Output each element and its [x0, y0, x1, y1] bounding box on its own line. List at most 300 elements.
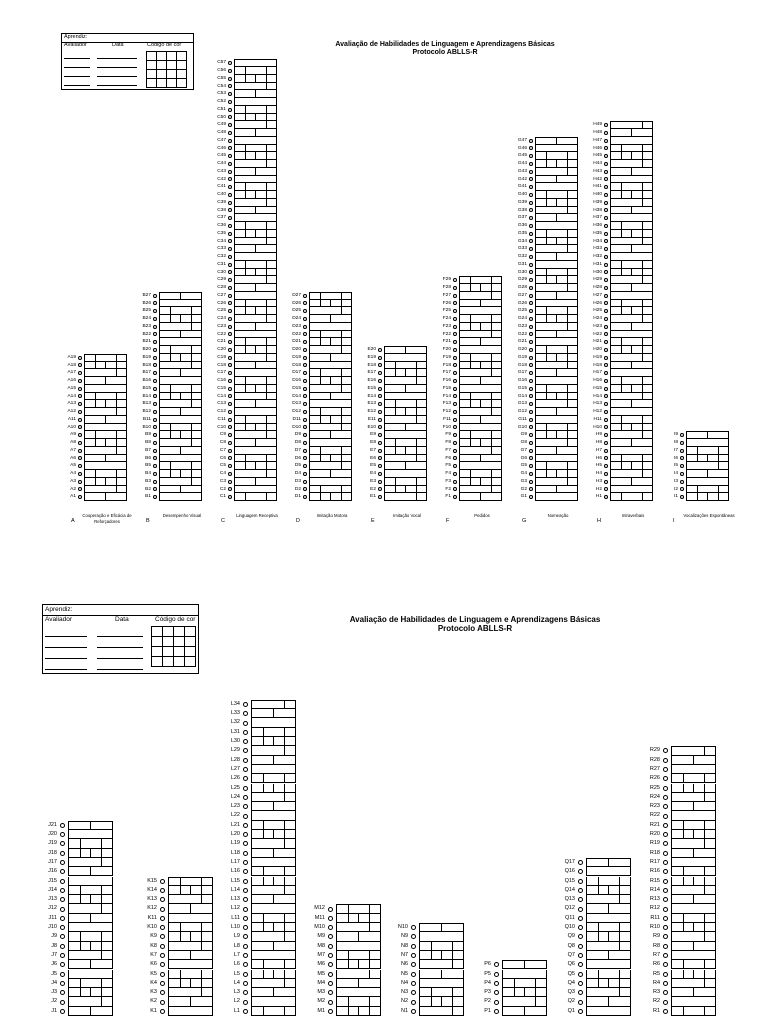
score-cells[interactable]: [68, 849, 113, 858]
score-cells[interactable]: [84, 362, 127, 370]
score-cells[interactable]: [535, 385, 578, 393]
score-circle-icon[interactable]: [529, 449, 533, 453]
score-circle-icon[interactable]: [604, 464, 608, 468]
score-circle-icon[interactable]: [60, 944, 65, 949]
score-cells[interactable]: [84, 470, 127, 478]
score-cells[interactable]: [251, 904, 296, 913]
score-cells[interactable]: [535, 284, 578, 292]
score-circle-icon[interactable]: [243, 888, 248, 893]
score-circle-icon[interactable]: [303, 480, 307, 484]
score-circle-icon[interactable]: [604, 317, 608, 321]
score-cells[interactable]: [686, 462, 729, 470]
score-cells[interactable]: [234, 493, 277, 501]
score-cells[interactable]: [159, 447, 202, 455]
score-cells[interactable]: [671, 932, 716, 941]
score-cells[interactable]: [168, 988, 213, 997]
score-cells[interactable]: [234, 176, 277, 184]
score-cells[interactable]: [384, 416, 427, 424]
score-cells[interactable]: [459, 478, 502, 486]
score-cells[interactable]: [84, 400, 127, 408]
score-circle-icon[interactable]: [303, 317, 307, 321]
score-cells[interactable]: [459, 307, 502, 315]
score-circle-icon[interactable]: [604, 216, 608, 220]
score-cells[interactable]: [535, 276, 578, 284]
score-cells[interactable]: [535, 253, 578, 261]
score-circle-icon[interactable]: [604, 255, 608, 259]
score-circle-icon[interactable]: [328, 944, 333, 949]
score-circle-icon[interactable]: [153, 425, 157, 429]
score-circle-icon[interactable]: [303, 449, 307, 453]
score-cells[interactable]: [502, 960, 547, 969]
score-cells[interactable]: [84, 439, 127, 447]
score-cells[interactable]: [459, 284, 502, 292]
score-circle-icon[interactable]: [228, 100, 232, 104]
score-cells[interactable]: [84, 416, 127, 424]
score-cells[interactable]: [686, 439, 729, 447]
score-cells[interactable]: [671, 821, 716, 830]
score-circle-icon[interactable]: [663, 748, 668, 753]
score-cells[interactable]: [535, 137, 578, 145]
score-circle-icon[interactable]: [228, 371, 232, 375]
score-cells[interactable]: [535, 160, 578, 168]
score-circle-icon[interactable]: [604, 480, 608, 484]
score-circle-icon[interactable]: [529, 356, 533, 360]
score-cells[interactable]: [610, 439, 653, 447]
score-cells[interactable]: [610, 129, 653, 137]
score-circle-icon[interactable]: [153, 340, 157, 344]
score-circle-icon[interactable]: [453, 278, 457, 282]
score-cells[interactable]: [234, 137, 277, 145]
score-cells[interactable]: [234, 276, 277, 284]
score-cells[interactable]: [234, 447, 277, 455]
score-circle-icon[interactable]: [578, 972, 583, 977]
score-circle-icon[interactable]: [60, 972, 65, 977]
score-cells[interactable]: [251, 942, 296, 951]
score-circle-icon[interactable]: [303, 464, 307, 468]
score-cells[interactable]: [671, 1007, 716, 1016]
score-circle-icon[interactable]: [60, 916, 65, 921]
score-circle-icon[interactable]: [153, 487, 157, 491]
score-cells[interactable]: [309, 331, 352, 339]
score-circle-icon[interactable]: [411, 1000, 416, 1005]
score-cells[interactable]: [309, 338, 352, 346]
score-cells[interactable]: [251, 895, 296, 904]
score-cells[interactable]: [234, 439, 277, 447]
score-cells[interactable]: [459, 486, 502, 494]
score-circle-icon[interactable]: [243, 832, 248, 837]
score-circle-icon[interactable]: [228, 270, 232, 274]
score-cells[interactable]: [535, 439, 578, 447]
score-cells[interactable]: [535, 300, 578, 308]
score-cells[interactable]: [84, 478, 127, 486]
score-cells[interactable]: [671, 811, 716, 820]
score-circle-icon[interactable]: [378, 433, 382, 437]
score-cells[interactable]: [336, 997, 381, 1006]
score-cells[interactable]: [586, 932, 631, 941]
score-circle-icon[interactable]: [680, 495, 684, 499]
score-circle-icon[interactable]: [453, 294, 457, 298]
score-cells[interactable]: [84, 408, 127, 416]
score-cells[interactable]: [671, 951, 716, 960]
score-circle-icon[interactable]: [328, 990, 333, 995]
score-circle-icon[interactable]: [228, 115, 232, 119]
score-cells[interactable]: [68, 904, 113, 913]
score-circle-icon[interactable]: [604, 410, 608, 414]
score-cells[interactable]: [535, 331, 578, 339]
score-circle-icon[interactable]: [604, 356, 608, 360]
score-circle-icon[interactable]: [453, 387, 457, 391]
score-cells[interactable]: [336, 988, 381, 997]
score-circle-icon[interactable]: [243, 897, 248, 902]
score-cells[interactable]: [309, 354, 352, 362]
score-circle-icon[interactable]: [228, 363, 232, 367]
score-cells[interactable]: [502, 988, 547, 997]
score-cells[interactable]: [234, 323, 277, 331]
score-circle-icon[interactable]: [303, 340, 307, 344]
score-cells[interactable]: [234, 292, 277, 300]
score-circle-icon[interactable]: [663, 925, 668, 930]
score-cells[interactable]: [68, 979, 113, 988]
score-cells[interactable]: [159, 346, 202, 354]
score-circle-icon[interactable]: [60, 953, 65, 958]
score-circle-icon[interactable]: [328, 934, 333, 939]
score-cells[interactable]: [535, 408, 578, 416]
score-cells[interactable]: [610, 493, 653, 501]
score-cells[interactable]: [84, 431, 127, 439]
score-cells[interactable]: [535, 462, 578, 470]
score-cells[interactable]: [234, 168, 277, 176]
score-cells[interactable]: [251, 821, 296, 830]
score-cells[interactable]: [234, 362, 277, 370]
score-circle-icon[interactable]: [303, 402, 307, 406]
score-cells[interactable]: [610, 400, 653, 408]
score-circle-icon[interactable]: [529, 263, 533, 267]
score-circle-icon[interactable]: [243, 1009, 248, 1014]
score-cells[interactable]: [159, 431, 202, 439]
score-circle-icon[interactable]: [411, 1009, 416, 1014]
score-cells[interactable]: [251, 802, 296, 811]
score-circle-icon[interactable]: [228, 92, 232, 96]
score-cells[interactable]: [68, 970, 113, 979]
score-circle-icon[interactable]: [303, 356, 307, 360]
score-circle-icon[interactable]: [153, 472, 157, 476]
score-circle-icon[interactable]: [604, 495, 608, 499]
score-circle-icon[interactable]: [529, 216, 533, 220]
score-circle-icon[interactable]: [604, 418, 608, 422]
score-circle-icon[interactable]: [228, 123, 232, 127]
score-cells[interactable]: [234, 238, 277, 246]
score-circle-icon[interactable]: [243, 907, 248, 912]
score-circle-icon[interactable]: [378, 487, 382, 491]
score-circle-icon[interactable]: [228, 154, 232, 158]
score-cells[interactable]: [671, 839, 716, 848]
score-circle-icon[interactable]: [529, 340, 533, 344]
score-cells[interactable]: [309, 424, 352, 432]
score-circle-icon[interactable]: [453, 480, 457, 484]
score-cells[interactable]: [586, 970, 631, 979]
score-cells[interactable]: [535, 493, 578, 501]
score-cells[interactable]: [610, 222, 653, 230]
score-circle-icon[interactable]: [78, 410, 82, 414]
score-cells[interactable]: [459, 470, 502, 478]
score-circle-icon[interactable]: [153, 317, 157, 321]
score-cells[interactable]: [68, 830, 113, 839]
score-circle-icon[interactable]: [228, 309, 232, 313]
score-cells[interactable]: [234, 253, 277, 261]
score-cells[interactable]: [610, 269, 653, 277]
score-circle-icon[interactable]: [604, 278, 608, 282]
score-circle-icon[interactable]: [60, 907, 65, 912]
score-cells[interactable]: [671, 756, 716, 765]
score-cells[interactable]: [535, 307, 578, 315]
score-cells[interactable]: [68, 997, 113, 1006]
score-cells[interactable]: [586, 904, 631, 913]
score-circle-icon[interactable]: [578, 1000, 583, 1005]
score-circle-icon[interactable]: [604, 402, 608, 406]
score-circle-icon[interactable]: [228, 456, 232, 460]
score-cells[interactable]: [234, 75, 277, 83]
score-circle-icon[interactable]: [160, 972, 165, 977]
score-cells[interactable]: [159, 338, 202, 346]
score-cells[interactable]: [535, 176, 578, 184]
score-cells[interactable]: [251, 1007, 296, 1016]
score-circle-icon[interactable]: [243, 786, 248, 791]
score-cells[interactable]: [686, 447, 729, 455]
score-cells[interactable]: [159, 307, 202, 315]
score-circle-icon[interactable]: [663, 990, 668, 995]
score-circle-icon[interactable]: [328, 1009, 333, 1014]
score-circle-icon[interactable]: [529, 309, 533, 313]
score-circle-icon[interactable]: [453, 495, 457, 499]
score-cells[interactable]: [234, 300, 277, 308]
score-cells[interactable]: [234, 462, 277, 470]
score-cells[interactable]: [535, 470, 578, 478]
score-circle-icon[interactable]: [228, 162, 232, 166]
score-cells[interactable]: [309, 369, 352, 377]
score-circle-icon[interactable]: [529, 170, 533, 174]
score-cells[interactable]: [535, 478, 578, 486]
score-circle-icon[interactable]: [243, 702, 248, 707]
score-circle-icon[interactable]: [604, 193, 608, 197]
score-cells[interactable]: [459, 416, 502, 424]
score-cells[interactable]: [234, 230, 277, 238]
score-circle-icon[interactable]: [243, 721, 248, 726]
score-circle-icon[interactable]: [78, 402, 82, 406]
score-cells[interactable]: [610, 160, 653, 168]
score-circle-icon[interactable]: [243, 879, 248, 884]
score-circle-icon[interactable]: [494, 962, 499, 967]
score-circle-icon[interactable]: [604, 286, 608, 290]
score-cells[interactable]: [610, 424, 653, 432]
score-cells[interactable]: [502, 970, 547, 979]
score-circle-icon[interactable]: [160, 953, 165, 958]
score-cells[interactable]: [336, 951, 381, 960]
score-cells[interactable]: [234, 129, 277, 137]
score-circle-icon[interactable]: [378, 379, 382, 383]
score-cells[interactable]: [586, 886, 631, 895]
score-cells[interactable]: [535, 346, 578, 354]
score-circle-icon[interactable]: [663, 860, 668, 865]
score-cells[interactable]: [419, 951, 464, 960]
score-cells[interactable]: [610, 238, 653, 246]
score-circle-icon[interactable]: [378, 356, 382, 360]
score-cells[interactable]: [671, 979, 716, 988]
score-cells[interactable]: [535, 245, 578, 253]
score-cells[interactable]: [168, 997, 213, 1006]
score-cells[interactable]: [309, 416, 352, 424]
score-cells[interactable]: [535, 455, 578, 463]
score-circle-icon[interactable]: [529, 379, 533, 383]
score-cells[interactable]: [610, 486, 653, 494]
score-circle-icon[interactable]: [604, 185, 608, 189]
score-circle-icon[interactable]: [378, 348, 382, 352]
score-circle-icon[interactable]: [453, 394, 457, 398]
score-circle-icon[interactable]: [243, 990, 248, 995]
score-circle-icon[interactable]: [529, 232, 533, 236]
score-circle-icon[interactable]: [243, 981, 248, 986]
score-cells[interactable]: [459, 493, 502, 501]
score-circle-icon[interactable]: [529, 425, 533, 429]
score-cells[interactable]: [610, 121, 653, 129]
score-cells[interactable]: [384, 478, 427, 486]
score-circle-icon[interactable]: [663, 934, 668, 939]
score-circle-icon[interactable]: [60, 860, 65, 865]
score-cells[interactable]: [384, 385, 427, 393]
score-cells[interactable]: [586, 997, 631, 1006]
score-circle-icon[interactable]: [328, 972, 333, 977]
score-cells[interactable]: [168, 970, 213, 979]
score-cells[interactable]: [159, 331, 202, 339]
score-cells[interactable]: [168, 914, 213, 923]
score-circle-icon[interactable]: [153, 363, 157, 367]
score-circle-icon[interactable]: [604, 387, 608, 391]
score-circle-icon[interactable]: [78, 371, 82, 375]
score-cells[interactable]: [68, 877, 113, 886]
score-circle-icon[interactable]: [453, 286, 457, 290]
score-cells[interactable]: [610, 362, 653, 370]
score-circle-icon[interactable]: [604, 201, 608, 205]
score-cells[interactable]: [384, 362, 427, 370]
score-circle-icon[interactable]: [529, 387, 533, 391]
score-cells[interactable]: [459, 276, 502, 284]
score-cells[interactable]: [84, 493, 127, 501]
score-circle-icon[interactable]: [378, 410, 382, 414]
score-circle-icon[interactable]: [228, 410, 232, 414]
score-cells[interactable]: [234, 284, 277, 292]
score-circle-icon[interactable]: [153, 332, 157, 336]
score-cells[interactable]: [159, 292, 202, 300]
score-cells[interactable]: [68, 858, 113, 867]
score-cells[interactable]: [686, 470, 729, 478]
score-cells[interactable]: [535, 145, 578, 153]
score-cells[interactable]: [234, 424, 277, 432]
score-circle-icon[interactable]: [303, 379, 307, 383]
score-cells[interactable]: [159, 455, 202, 463]
score-circle-icon[interactable]: [78, 379, 82, 383]
score-cells[interactable]: [234, 377, 277, 385]
score-circle-icon[interactable]: [453, 301, 457, 305]
score-cells[interactable]: [159, 377, 202, 385]
score-circle-icon[interactable]: [604, 131, 608, 135]
score-circle-icon[interactable]: [604, 433, 608, 437]
score-cells[interactable]: [384, 486, 427, 494]
score-cells[interactable]: [251, 988, 296, 997]
score-cells[interactable]: [535, 207, 578, 215]
score-cells[interactable]: [535, 393, 578, 401]
score-cells[interactable]: [68, 951, 113, 960]
score-circle-icon[interactable]: [453, 449, 457, 453]
score-circle-icon[interactable]: [60, 962, 65, 967]
score-circle-icon[interactable]: [160, 934, 165, 939]
score-circle-icon[interactable]: [680, 456, 684, 460]
score-circle-icon[interactable]: [663, 1009, 668, 1014]
score-circle-icon[interactable]: [228, 487, 232, 491]
score-cells[interactable]: [384, 470, 427, 478]
score-cells[interactable]: [586, 895, 631, 904]
score-circle-icon[interactable]: [680, 449, 684, 453]
score-cells[interactable]: [234, 145, 277, 153]
score-cells[interactable]: [234, 214, 277, 222]
score-circle-icon[interactable]: [453, 472, 457, 476]
score-cells[interactable]: [610, 199, 653, 207]
score-circle-icon[interactable]: [453, 402, 457, 406]
score-circle-icon[interactable]: [228, 394, 232, 398]
score-circle-icon[interactable]: [160, 990, 165, 995]
score-circle-icon[interactable]: [663, 823, 668, 828]
score-circle-icon[interactable]: [604, 139, 608, 143]
score-cells[interactable]: [459, 424, 502, 432]
score-cells[interactable]: [384, 354, 427, 362]
score-cells[interactable]: [336, 914, 381, 923]
score-cells[interactable]: [419, 979, 464, 988]
score-cells[interactable]: [84, 455, 127, 463]
score-cells[interactable]: [251, 811, 296, 820]
score-circle-icon[interactable]: [529, 185, 533, 189]
score-cells[interactable]: [535, 323, 578, 331]
score-cells[interactable]: [234, 199, 277, 207]
score-cells[interactable]: [419, 988, 464, 997]
score-cells[interactable]: [251, 867, 296, 876]
score-circle-icon[interactable]: [243, 1000, 248, 1005]
score-cells[interactable]: [309, 478, 352, 486]
score-cells[interactable]: [610, 377, 653, 385]
score-circle-icon[interactable]: [243, 739, 248, 744]
score-circle-icon[interactable]: [60, 925, 65, 930]
score-circle-icon[interactable]: [243, 758, 248, 763]
score-circle-icon[interactable]: [228, 239, 232, 243]
score-circle-icon[interactable]: [604, 309, 608, 313]
score-circle-icon[interactable]: [60, 841, 65, 846]
score-circle-icon[interactable]: [153, 294, 157, 298]
score-circle-icon[interactable]: [663, 944, 668, 949]
score-circle-icon[interactable]: [378, 363, 382, 367]
score-cells[interactable]: [459, 338, 502, 346]
score-circle-icon[interactable]: [378, 394, 382, 398]
score-cells[interactable]: [535, 424, 578, 432]
score-cells[interactable]: [610, 191, 653, 199]
score-cells[interactable]: [168, 923, 213, 932]
score-cells[interactable]: [159, 362, 202, 370]
score-cells[interactable]: [535, 152, 578, 160]
score-cells[interactable]: [309, 462, 352, 470]
score-cells[interactable]: [159, 493, 202, 501]
score-circle-icon[interactable]: [529, 402, 533, 406]
score-cells[interactable]: [234, 106, 277, 114]
score-circle-icon[interactable]: [228, 340, 232, 344]
score-cells[interactable]: [168, 960, 213, 969]
score-circle-icon[interactable]: [303, 410, 307, 414]
score-circle-icon[interactable]: [529, 177, 533, 181]
